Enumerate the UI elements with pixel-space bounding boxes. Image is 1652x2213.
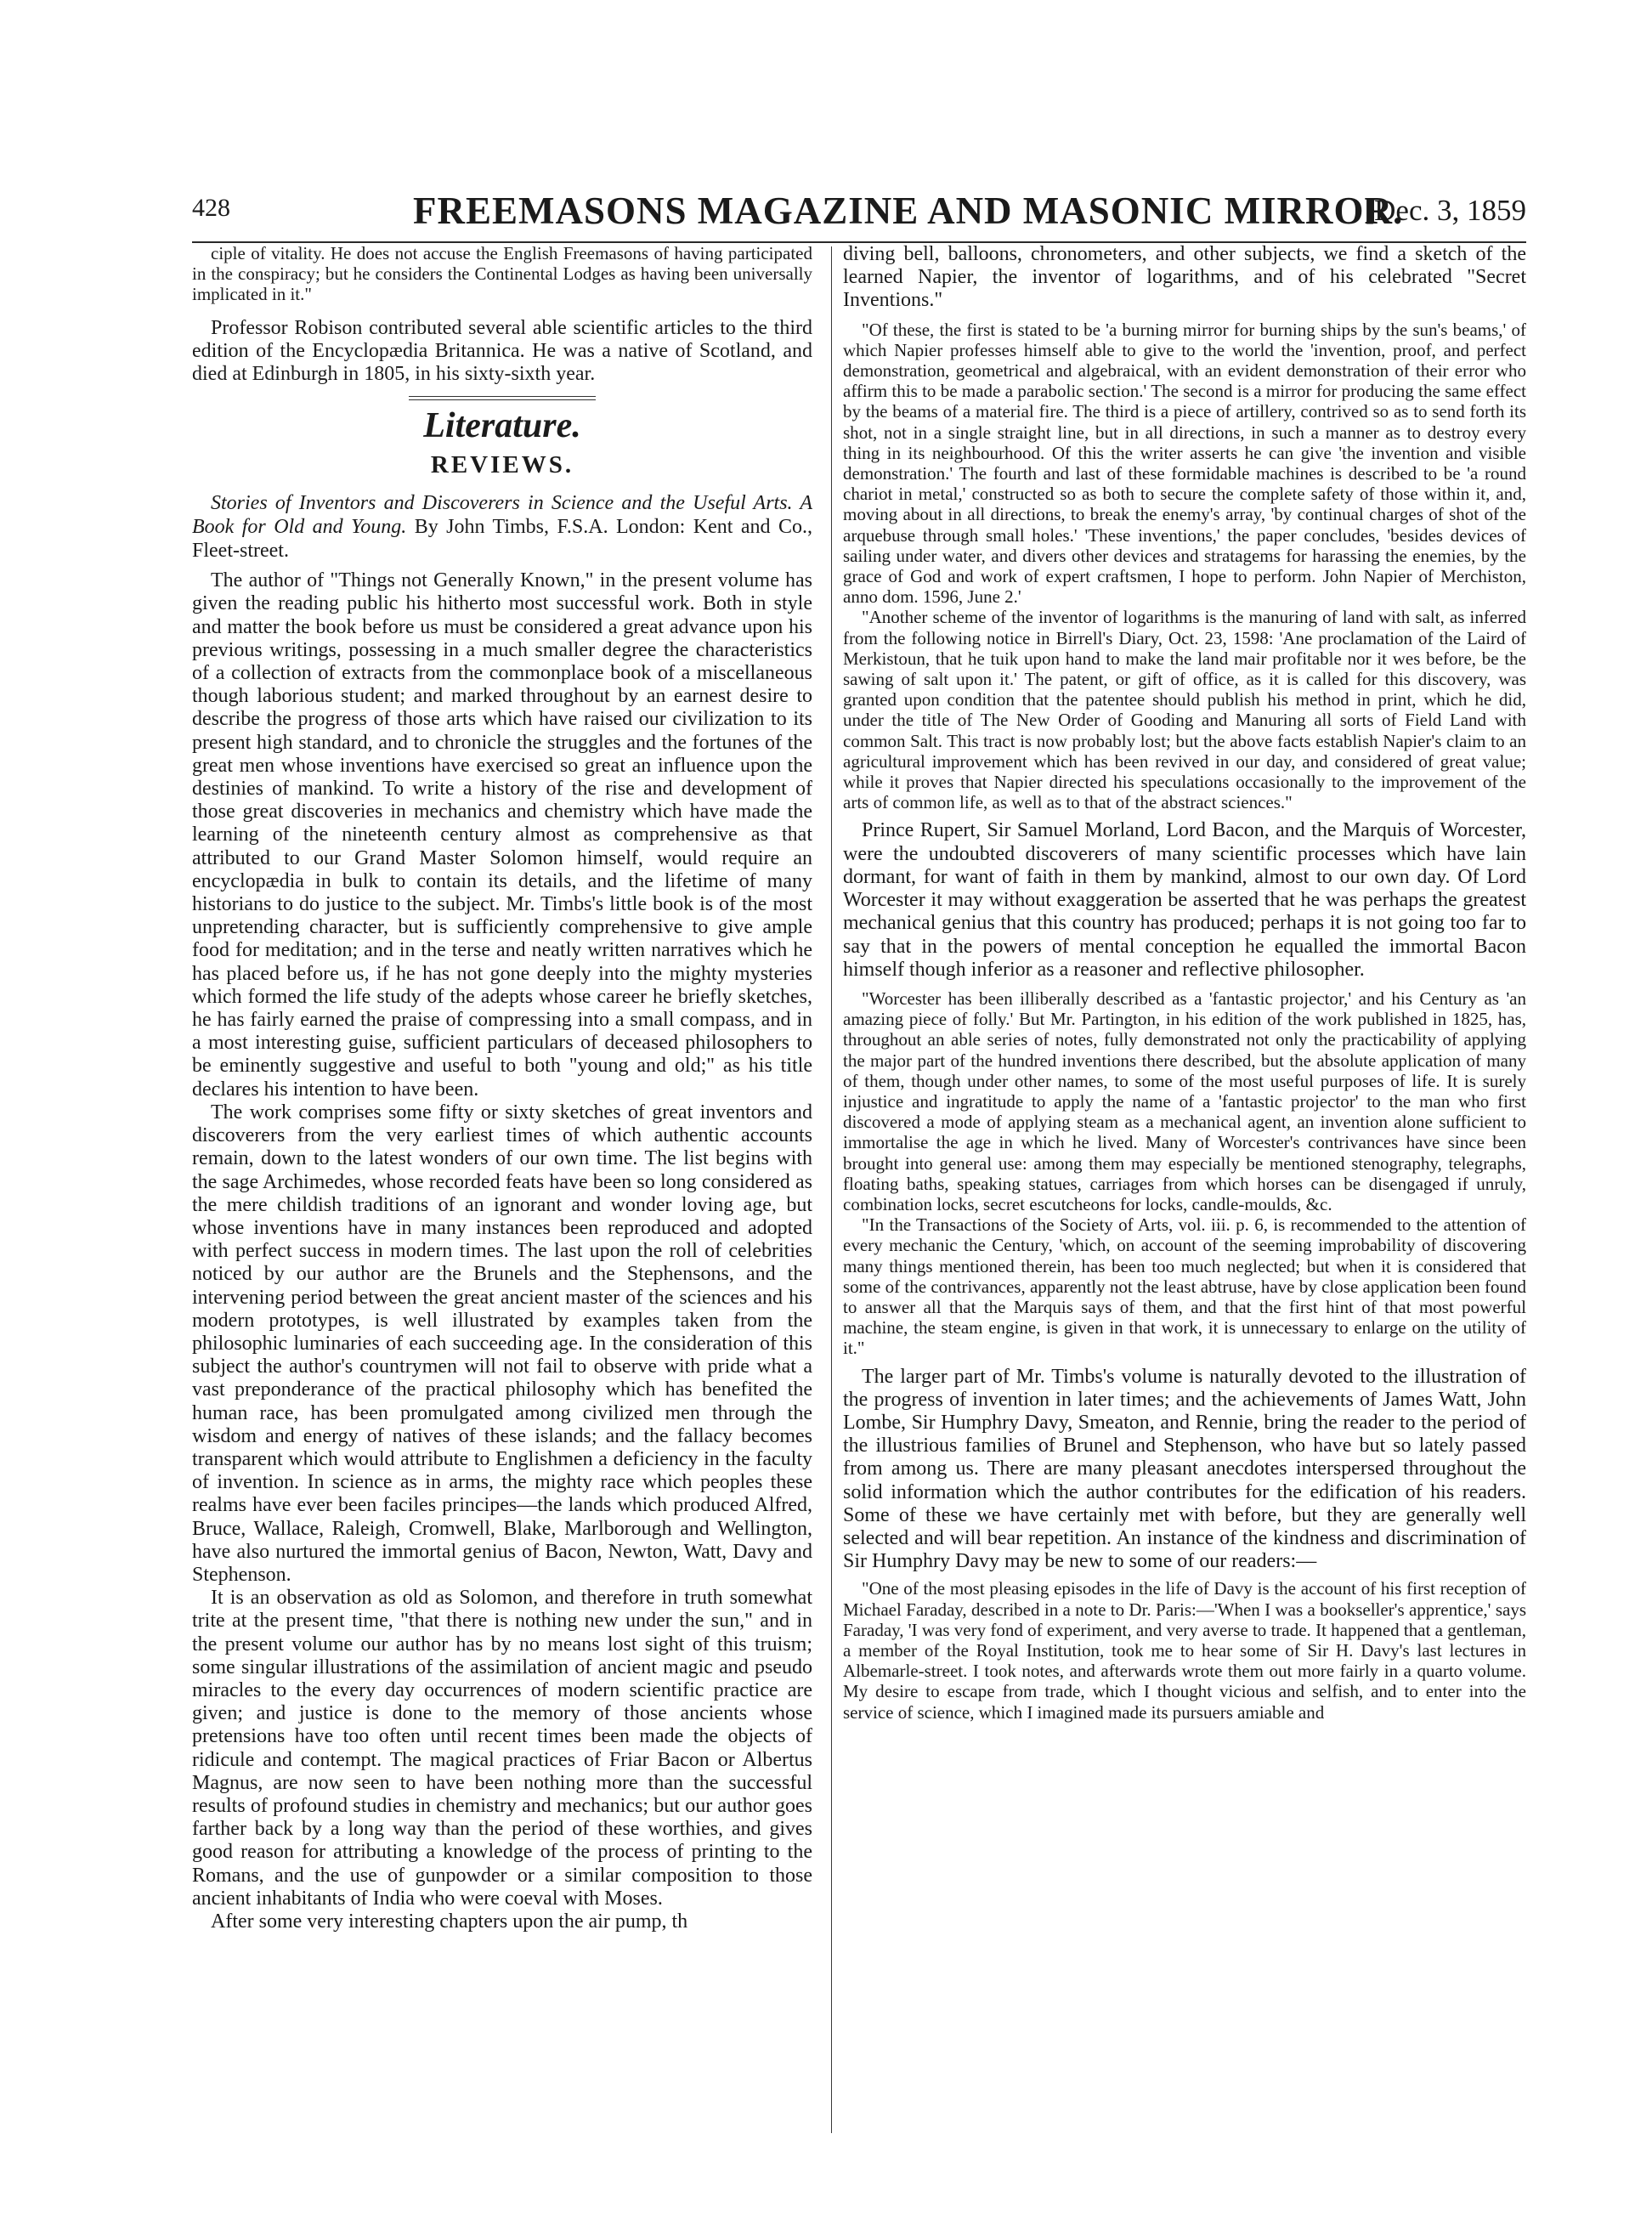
quote-napier-salt: "Another scheme of the inventor of logarithms is the manuring of land with salt, as inferred from the following notice in Birrell's Diary, Oct. 23, 1598: 'Ane proclamation of the Laird of Merkistoun, that he tuik upon hand to make the land mair profitable nor it wes before, be the sawing of salt upon it.' The patent, or gift of office, as it is called for this discovery, was granted upon condition that the patentee should publish his method in print, which he did, under the title of The New Order of Gooding and Manuring all sorts of Field Land with common Salt. This tract is now probably lost; but the above facts establish Napier's claim to an agricultural improvement which has been revived in our day, and considered of great value; while it proves that Napier directed his speculations occasionally to the improvement of the arts of common life, as well as to that of the abstract sciences." xyxy=(843,607,1526,813)
page-header xyxy=(192,189,1526,240)
left-column xyxy=(192,243,812,1933)
subsection-title: REVIEWS. xyxy=(430,451,574,479)
paragraph-rupert: Prince Rupert, Sir Samuel Morland, Lord Bacon, and the Marquis of Worcester, were the undoubted discoverers of many scientific processes which have lain dormant, for want of faith in them by mankind, almost to our own day. Of Lord Worcester it may without exaggeration be asserted that he was perhaps the greatest mechanical genius that this country has produced; perhaps it is not going too far to say that in the powers of mental conception he equalled the immortal Bacon himself though inferior as a reasoner and reflective philosopher. xyxy=(843,819,1526,981)
quote-napier-inventions: "Of these, the first is stated to be 'a burning mirror for burning ships by the sun's beams,' of which Napier professes himself able to give to the world the 'invention, proof, and perfect demonstration, geometrical and algebraical, with an evident demonstration of their error who affirm this to be made a parabolic section.' The second is a mirror for producing the same effect by the beams of a material fire. The third is a piece of artillery, contrived so as to send forth its shot, not in a single straight line, but in all directions, in such a manner as to destroy every thing in its neighbourhood. Of this the writer asserts he can give 'the invention and visible demonstration.' The fourth and last of these formidable machines is described to be 'a round chariot in metal,' constructed so as both to secure the complete safety of those within it, and, moving about in all directions, to break the enemy's array, 'by continual charges of shot of the arquebuse through small holes.' 'These inventions,' the paper concludes, 'besides devices of sailing under water, and divers other devices and stratagems for harassing the enemies, by the grace of God and work of expert craftsmen, I hope to perform. John Napier of Merchiston, anno dom. 1596, June 2.' xyxy=(843,319,1526,608)
masthead-title: FREEMASONS MAGAZINE AND MASONIC MIRROR. xyxy=(413,190,1404,232)
quote-davy-faraday: "One of the most pleasing episodes in the life of Davy is the account of his first reception of Michael Faraday, described in a note to Dr. Paris:—'When I was a bookseller's apprentice,' says Faraday, 'I was very fond of experiment, and very averse to trade. It happened that a gentleman, a member of the Royal Institution, took me to hear some of Sir H. Davy's last lectures in Albemarle-street. I took notes, and afterwards wrote them out more fairly in a quarto volume. My desire to escape from trade, which I thought vicious and selfish, and to enter into the service of science, which I imagined made its pursuers amiable and xyxy=(843,1578,1526,1723)
review-paragraph-3: It is an observation as old as Solomon, and therefore in truth somewhat trite at the present time, "that there is nothing new under the sun," and in the present volume our author has by no means lost sight of this truism; some singular illustrations of the assimilation of ancient magic and pseudo miracles to the every day occurrences of modern scientific practice are given; and justice is done to the memory of those ancients whose pretensions have too often until recent times been made the objects of ridicule and contempt. The magical practices of Friar Bacon or Albertus Magnus, are now seen to have been nothing more than the successful results of profound studies in chemistry and mechanics; but our author goes farther back by a long way than the period of these worthies, and gives good reason for attributing a knowledge of the process of printing to the Romans, and the use of gunpowder or a similar composition to those ancient inhabitants of India who were coeval with Moses. xyxy=(192,1587,812,1910)
issue-date: [Dec. 3, 1859 xyxy=(1364,194,1526,227)
paragraph-later-times: The larger part of Mr. Timbs's volume is naturally devoted to the illustration of the progress of invention in later times; and the achievements of James Watt, John Lombe, Sir Humphry Davy, Smeaton, and Rennie, bring the reader to the period of the illustrious families of Brunel and Stephenson, who have but so lately passed from among us. There are many pleasant anecdotes interspersed throughout the solid information which the author contributes for the edification of his readers. Some of these we have certainly met with before, but they are generally well selected and will bear repetition. An instance of the kindness and discrimination of Sir Humphry Davy may be new to some of our readers:— xyxy=(843,1365,1526,1573)
page-number: 428 xyxy=(192,194,230,222)
book-citation xyxy=(192,491,812,563)
column-divider xyxy=(831,246,832,2133)
review-paragraph-4: After some very interesting chapters upon the air pump, th xyxy=(211,1910,688,1933)
quote-worcester: "Worcester has been illiberally described as a 'fantastic projector,' and his Century as 'an amazing piece of folly.' But Mr. Partington, in his edition of the work published in 1825, has, throughout an able series of notes, fully demonstrated not only the practicability of applying the major part of the hundred inventions there described, but the absolute application of many of them, though under other names, to some of the most useful purposes of life. It is surely injustice and ingratitude to apply the name of a 'fantastic projector' to the man who first discovered a mode of applying steam as a mechanical agent, an invention alone sufficient to immortalise the age in which he lived. Many of Worcester's contrivances have since been brought into general use: among them may especially be mentioned stenography, telegraphs, floating baths, speaking statues, carriages from which horses can be disengaged if unruly, combination locks, secret escutcheons for locks, candle-moulds, &c. xyxy=(843,988,1526,1214)
paragraph-robison: Professor Robison contributed several able scientific articles to the third edition of the Encyclopædia Britannica. He was a native of Scotland, and died at Edinburgh in 1805, in his sixty-sixth year. xyxy=(192,316,812,386)
book-title: Stories of Inventors and Discoverers in Science and the Useful Arts. A Book for Old and Young. xyxy=(192,492,812,539)
section-divider xyxy=(409,396,596,400)
review-paragraph-2: The work comprises some fifty or sixty sketches of great inventors and discoverers from the very earliest times of which authentic accounts remain, down to the latest wonders of our own time. The list begins with the sage Archimedes, whose recorded feats have been so long considered as the mere childish traditions of an ignorant and wonder loving age, but whose inventions have in many instances been reproduced and adopted with perfect success in modern times. The last upon the roll of celebrities noticed by our author are the Brunels and the Stephensons, and the intervening period between the great ancient master of the sciences and his modern prototypes, is well illustrated by examples taken from the philosophic luminaries of each succeeding age. In the consideration of this subject the author's countrymen will not fail to observe with pride what a vast preponderance of the practical philosophy which has benefited the human race, has been promulgated among civilized men through the wisdom and energy of natives of these islands; and the fallacy becomes transparent which would attribute to Englishmen a deficiency in the faculty of invention. In science as in arms, the mighty race which peoples these realms have ever been faciles principes—the lands which produced Alfred, Bruce, Wallace, Raleigh, Cromwell, Blake, Marlborough and Wellington, have also nurtured the immortal genius of Bacon, Newton, Watt, Davy and Stephenson. xyxy=(192,1101,812,1586)
paragraph-continuation: ciple of vitality. He does not accuse the English Freemasons of having participated in the conspiracy; but he considers the Continental Lodges as having been universally implicated in it." xyxy=(192,243,812,305)
section-title: Literature. xyxy=(423,406,581,446)
quote-society-of-arts: "In the Transactions of the Society of Arts, vol. iii. p. 6, is recommended to the attention of every mechanic the Century, 'which, on account of the seeming improbability of discovering many things mentioned therein, has been too much neglected; but when it is considered that some of the contrivances, apparently not the least abtruse, have by close application been found to answer all that the Marquis says of them, and that the first hint of that most powerful machine, the steam engine, is given in that work, it is unnecessary to enlarge on the utility of it." xyxy=(843,1214,1526,1359)
paragraph-continuation: diving bell, balloons, chronometers, and other subjects, we find a sketch of the learned Napier, the inventor of logarithms, and of his celebrated "Secret Inventions." xyxy=(843,243,1526,312)
book-publisher: By John Timbs, F.S.A. London: Kent and Co., Fleet-street. xyxy=(192,516,813,563)
right-column xyxy=(843,243,1526,1723)
review-paragraph-1: The author of "Things not Generally Known," in the present volume has given the reading public his hitherto most successful work. Both in style and matter the book before us must be considered a great advance upon his previous writings, possessing in a much smaller degree the characteristics of a collection of extracts from the commonplace book of a miscellaneous though laborious student; and marked throughout by an earnest desire to describe the progress of those arts which have raised our civilization to its present high standard, and to chronicle the struggles and the fortunes of the great men whose inventions have exercised so great an influence upon the destinies of mankind. To write a history of the rise and development of those great discoveries in mechanics and chemistry which have made the learning of the nineteenth century almost as comprehensive as that attributed to our Grand Master Solomon himself, would require an encyclopædia in bulk to contain its details, and the lifetime of many historians to do justice to the subject. Mr. Timbs's little book is of the most unpretending character, but is sufficiently comprehensive to give ample food for meditation; and in the terse and neatly written narratives which he has placed before us, if he has not gone deeply into the mighty mysteries which formed the life study of the adepts whose career he briefly sketches, he has fairly earned the praise of compressing into a small compass, and in a most interesting guise, sufficient particulars of deceased philosophers to be eminently suggestive and useful to both "young and old;" as his title declares his intention to have been. xyxy=(192,569,812,1101)
